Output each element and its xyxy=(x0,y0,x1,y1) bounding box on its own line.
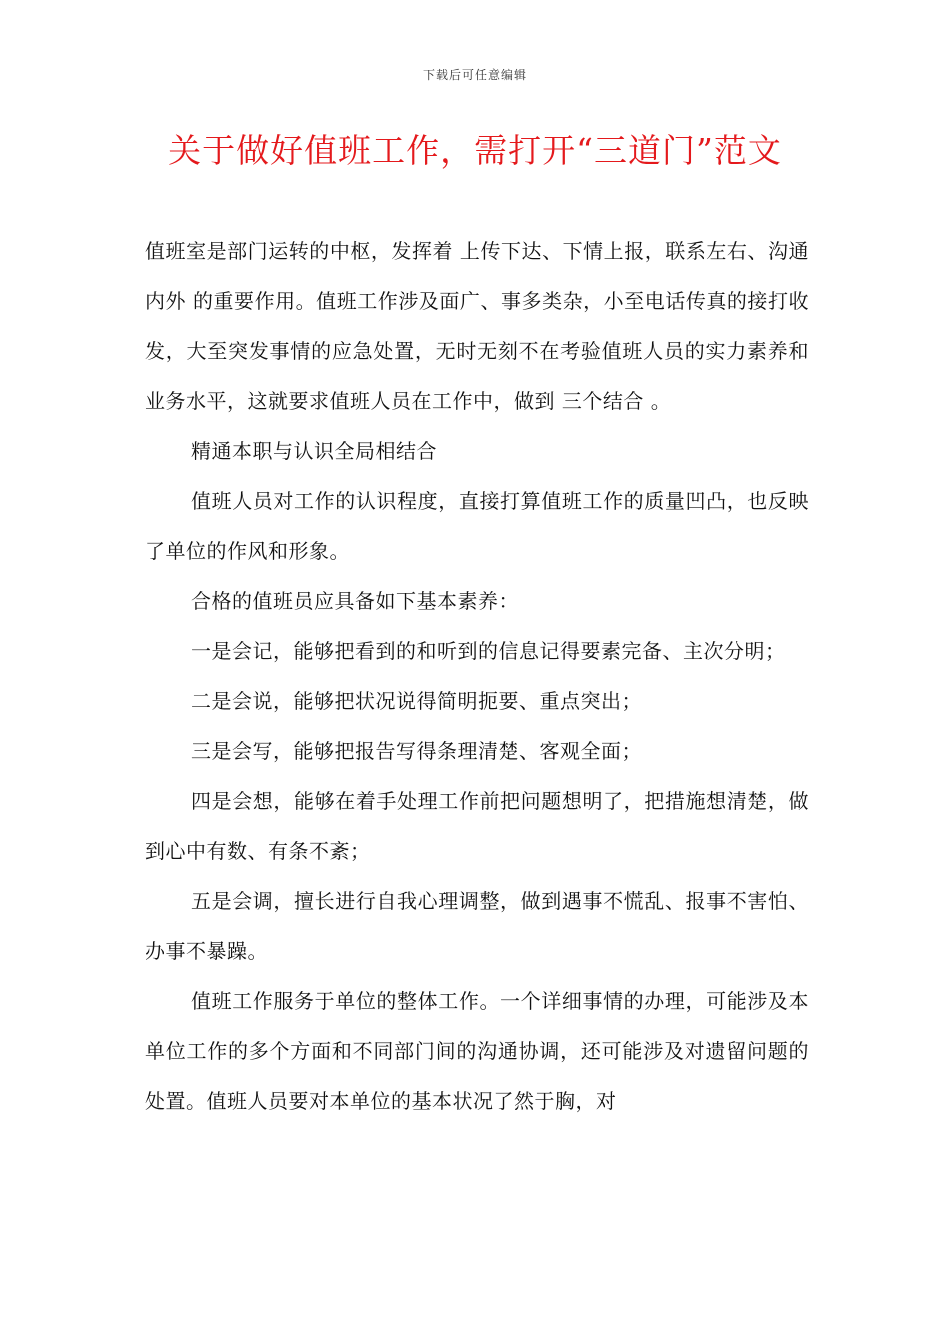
header-note: 下载后可任意编辑 xyxy=(422,68,527,82)
document-title: 关于做好值班工作，需打开“三道门”范文 xyxy=(168,131,782,170)
paragraph: 值班室是部门运转的中枢，发挥着 上传下达、下情上报，联系左右、沟通内外 的重要作用。值班工作涉及面广、事多类杂，小至电话传真的接打收发，大至突发事情的应急处置，无时无刻不在考验值班人员的实力素养和业务水平，这就要求值班人员在工作中，做到 三个结合 。 xyxy=(145,239,809,413)
list-item: 三是会写，能够把报告写得条理清楚、客观全面； xyxy=(191,739,642,763)
document-body xyxy=(145,226,809,1126)
paragraph: 值班工作服务于单位的整体工作。一个详细事情的办理，可能涉及本单位工作的多个方面和不同部门间的沟通协调，还可能涉及对遗留问题的处置。值班人员要对本单位的基本状况了然于胸，对 xyxy=(145,989,809,1113)
paragraph: 合格的值班员应具备如下基本素养： xyxy=(191,589,519,613)
paragraph: 值班人员对工作的认识程度，直接打算值班工作的质量凹凸，也反映了单位的作风和形象。 xyxy=(145,489,809,563)
list-item: 一是会记，能够把看到的和听到的信息记得要素完备、主次分明； xyxy=(191,639,786,663)
section-heading: 精通本职与认识全局相结合 xyxy=(191,439,437,463)
list-item: 五是会调，擅长进行自我心理调整，做到遇事不慌乱、报事不害怕、办事不暴躁。 xyxy=(145,889,809,963)
list-item: 二是会说，能够把状况说得简明扼要、重点突出； xyxy=(191,689,642,713)
list-item: 四是会想，能够在着手处理工作前把问题想明了，把措施想清楚，做到心中有数、有条不紊； xyxy=(145,789,809,863)
